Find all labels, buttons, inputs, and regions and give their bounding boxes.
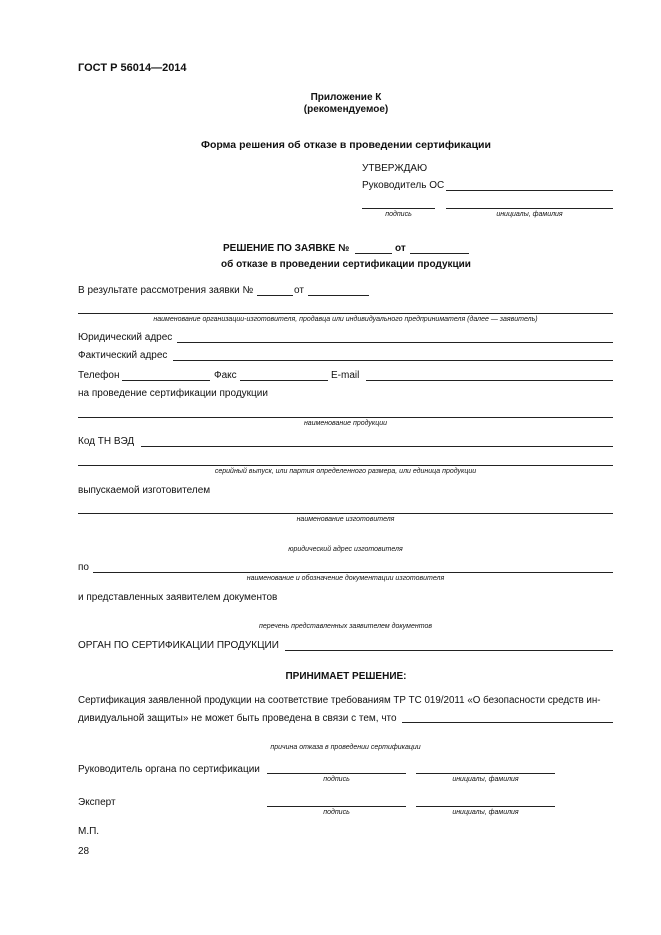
fax-line [240,380,328,381]
decision-title-from: от [395,243,406,254]
appendix-title: Приложение К [310,92,382,103]
sign-expert-name-line [416,806,555,807]
sign-expert-signature-caption: подпись [323,809,350,816]
approve-name-line [446,208,613,209]
phone-label: Телефон [78,370,120,381]
approve-signature-caption: подпись [385,211,412,218]
tn-ved-label: Код ТН ВЭД [78,436,135,447]
approve-head-line [446,190,613,191]
org-caption: наименование организации-изготовителя, продавца или индивидуального предпринимателя (далее — заявитель) [153,316,538,323]
sign-head-signature-caption: подпись [323,776,350,783]
reason-caption: причина отказа в проведении сертификации [270,744,421,751]
email-line [366,380,613,381]
ruling-reason-line [402,722,613,723]
ruling-heading: ПРИНИМАЕТ РЕШЕНИЕ: [285,671,407,682]
cert-body-label: ОРГАН ПО СЕРТИФИКАЦИИ ПРОДУКЦИИ [78,640,279,651]
sign-expert-signature-line [267,806,406,807]
phone-line [122,380,210,381]
approve-head-label: Руководитель ОС [362,180,445,191]
standard-number: ГОСТ Р 56014—2014 [78,62,187,74]
manufacturer-address-caption: юридический адрес изготовителя [288,546,403,553]
review-prefix: В результате рассмотрения заявки № [78,285,254,296]
ruling-text-line2: дивидуальной защиты» не может быть проведена в связи с тем, что [78,713,397,724]
manufactured-by-label: выпускаемой изготовителем [78,485,211,496]
product-caption: наименование продукции [303,420,388,427]
decision-number-line [355,253,392,254]
org-line [78,313,613,314]
actual-address-label: Фактический адрес [78,350,168,361]
submitted-docs-caption: перечень представленных заявителем документов [258,623,433,630]
page-number: 28 [78,846,90,857]
seal-label: М.П. [78,826,100,837]
docs-line [93,572,613,573]
manufacturer-line [78,513,613,514]
review-number-line [257,295,293,296]
batch-caption: серийный выпуск, или партия определенного размера, или единица продукции [214,468,477,475]
fax-label: Факс [214,370,237,381]
sign-head-name-caption: инициалы, фамилия [452,776,519,783]
sign-head-name-line [416,773,555,774]
approve-signature-line [362,208,435,209]
sign-expert-label: Эксперт [78,797,116,808]
batch-line [78,465,613,466]
sign-head-label: Руководитель органа по сертификации [78,764,260,775]
legal-address-line [177,342,613,343]
sign-head-signature-line [267,773,406,774]
legal-address-label: Юридический адрес [78,332,173,343]
manufacturer-caption: наименование изготовителя [296,516,395,523]
docs-caption: наименование и обозначение документации изготовителя [246,575,445,582]
actual-address-line [173,360,613,361]
review-from: от [294,285,304,296]
form-title: Форма решения об отказе в проведении сертификации [201,139,491,151]
cert-body-line [285,650,613,651]
product-line [78,417,613,418]
review-date-line [308,295,369,296]
ruling-text-line1: Сертификация заявленной продукции на соответствие требованиям ТР ТС 019/2011 «О безопасности средств ин- [78,695,601,706]
approve-label: УТВЕРЖДАЮ [362,163,428,174]
decision-title-prefix: РЕШЕНИЕ ПО ЗАЯВКЕ № [223,243,350,254]
by-label: по [78,562,89,573]
cert-product-label: на проведение сертификации продукции [78,388,268,399]
decision-date-line [410,253,469,254]
approve-name-caption: инициалы, фамилия [496,211,563,218]
tn-ved-line [141,446,613,447]
submitted-docs-label: и представленных заявителем документов [78,592,278,603]
appendix-subtitle: (рекомендуемое) [303,104,389,115]
sign-expert-name-caption: инициалы, фамилия [452,809,519,816]
email-label: E-mail [331,370,360,381]
decision-subtitle: об отказе в проведении сертификации продукции [221,259,471,270]
